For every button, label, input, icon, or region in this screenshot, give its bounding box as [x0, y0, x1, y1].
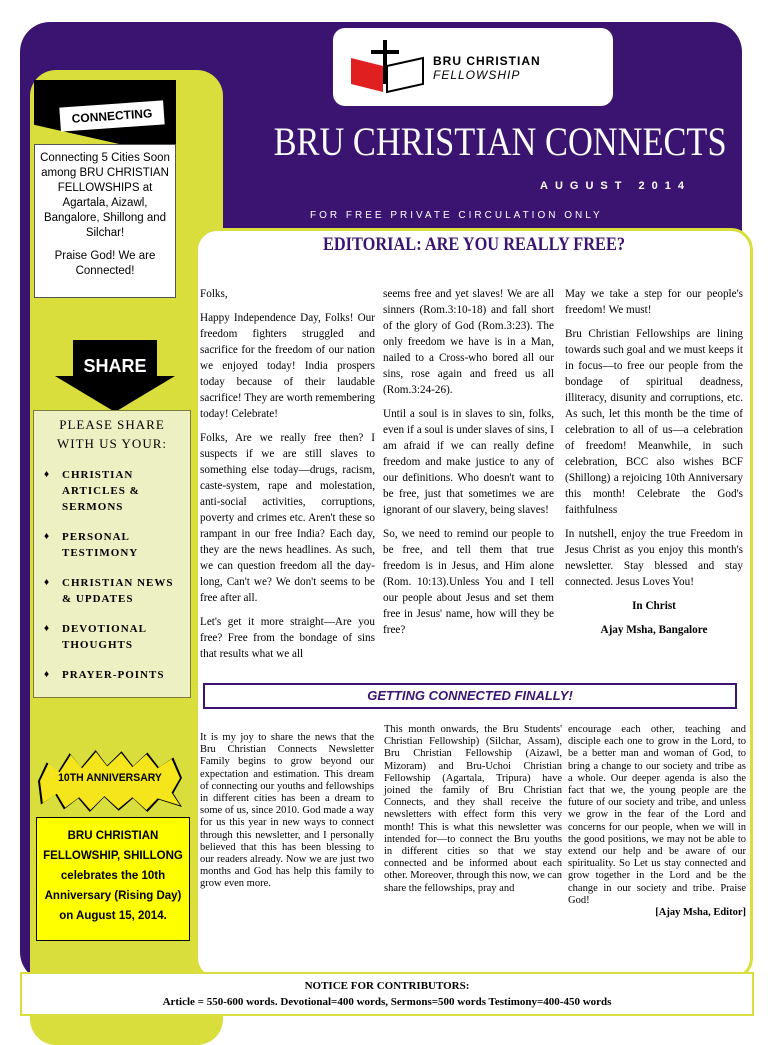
article-column-2: [384, 724, 562, 895]
article-column-3: [568, 724, 746, 919]
editorial-column-2: [383, 286, 554, 646]
circulation-note: FOR FREE PRIVATE CIRCULATION ONLY: [310, 210, 603, 221]
logo-line1: BRU CHRISTIAN: [433, 54, 541, 68]
diamond-bullet-icon: ♦: [44, 531, 51, 542]
paragraph: Until a soul is in slaves to sin, folks, even if a soul is under slaves of sins, I am afraid if we can really define freedom and make justice to any of our definitions. Who doesn't want to be free, just that sometimes we are ignorant of our slavery, being slaves!: [383, 408, 554, 516]
share-label: SHARE: [83, 356, 147, 376]
article-column-1: [200, 732, 374, 891]
editorial-title: EDITORIAL: ARE YOU REALLY FREE?: [322, 234, 626, 255]
paragraph: In nutshell, enjoy the true Freedom in Jesus Christ as you enjoy this month's newsletter. Stay blessed and stay connected. Jesus Loves You!: [565, 528, 743, 588]
newsletter-title: BRU CHRISTIAN CONNECTS: [273, 119, 727, 164]
paragraph: So, we need to remind our people to be free, and tell them that true freedom is in Jesus, and Him alone (Rom. 10:13).Unless You and I tell our people about Jesus and set them free in Jesus' name, how will they be free?: [383, 528, 554, 636]
notice-title: NOTICE FOR CONTRIBUTORS:: [304, 980, 470, 992]
share-heading: PLEASE SHARE WITH US YOUR:: [56, 417, 167, 451]
cross-book-icon: [347, 36, 431, 98]
diamond-bullet-icon: ♦: [44, 669, 51, 680]
logo: [333, 28, 613, 106]
paragraph: This month onwards, the Bru Students' Christian Fellowship) (Silchar, Assam), Bru Christian Fellowship (Aizawl, Mizoram) and Bru-Uchoi Christian Fellowship (Agartala, Tripura) have joined the family of Bru Christian Connects, and they shall receive the newsletters with effect form this very month! This is what this newsletter was intended for—to connect the Bru youths in different cities so that we stay connected and be informed about each other. Moreover, through this now, we can share the fellowships, pray and: [384, 724, 562, 894]
closing: In Christ: [632, 600, 676, 612]
share-list: [42, 467, 182, 683]
paragraph: Happy Independence Day, Folks! Our freedom fighters struggled and sacrifice for the freedom of our nation we enjoyed today! India prospers today because of their laudable sacrifice! They are worth remembering today! Celebrate!: [200, 312, 375, 420]
paragraph: Folks, Are we really free then? I suspects if we are still slaves to something else today—drugs, racism, caste-system, rape and molestation, anti-social activities, corruptions, poverty and crimes etc. Aren't these so rampant in our free India? Each day, they are the news headlines. As such, we can question freedom all the day-long, Can't we? We don't seems to be free after all.: [200, 432, 375, 604]
paragraph: Folks,: [200, 288, 228, 300]
connecting-panel: [34, 144, 176, 298]
share-panel: [33, 410, 191, 698]
paragraph: Let's get it more straight—Are you free? Free from the bondage of sins that results what we all: [200, 616, 375, 660]
list-item: ♦ CHRISTIAN NEWS & UPDATES: [44, 577, 174, 605]
paragraph: Bru Christian Fellowships are lining towards such goal and we must keeps it in focus—to free our people from the bondage of spiritual deadness, illiteracy, disunity and corruptions, etc. As such, let this month be the time of celebration to all of us—a celebration of freedom! Meanwhile, in such celebration, BCC also wishes BCF (Shillong) a rejoicing 10th Anniversary this month! Celebrate the God's faithfulness: [565, 328, 743, 516]
author: Ajay Msha, Bangalore: [600, 624, 708, 636]
anniversary-label: 10TH ANNIVERSARY: [58, 772, 162, 784]
editor-signature: [Ajay Msha, Editor]: [655, 907, 746, 919]
list-item: ♦ PRAYER-POINTS: [44, 669, 165, 681]
diamond-bullet-icon: ♦: [44, 469, 51, 480]
paragraph: encourage each other, teaching and disciple each one to grow in the Lord, to be a better man and woman of God, to bring a change to our society and tribe as a whole. Our deeper agenda is also the fact that we, the young people are the future of our society and tribe, and unless we grow in the fear of the Lord and concerns for our people, when we will in the good positions, we may not be able to extend our help and be aware of our spirituality. So Let us stay connected and grow together in the Lord and be the change in our society and tribe. Praise God!: [568, 724, 746, 906]
anniversary-box: BRU CHRISTIAN FELLOWSHIP, SHILLONG celebrates the 10th Anniversary (Rising Day) on August 15, 2014.: [36, 817, 190, 941]
list-item: ♦ CHRISTIAN ARTICLES & SERMONS: [44, 469, 140, 513]
diamond-bullet-icon: ♦: [44, 577, 51, 588]
editorial-column-1: [200, 286, 375, 670]
logo-line2: FELLOWSHIP: [433, 68, 521, 82]
list-item: ♦ DEVOTIONAL THOUGHTS: [44, 623, 147, 651]
paragraph: May we take a step for our people's freedom! We must!: [565, 288, 743, 316]
contributors-notice: [20, 972, 754, 1016]
paragraph: seems free and yet slaves! We are all sinners (Rom.3:10-18) and fall short of the glory of God (Rom.3:23). The only freedom we have is in a Man, nailed to a Cross-who bored all our sins, rose again and freed us all (Rom.3:24-26).: [383, 288, 554, 396]
list-item: ♦ PERSONAL TESTIMONY: [44, 531, 139, 559]
diamond-bullet-icon: ♦: [44, 623, 51, 634]
connecting-label: CONNECTING: [59, 100, 164, 131]
issue-date: AUGUST 2014: [540, 180, 691, 192]
paragraph: It is my joy to share the news that the Bru Christian Connects Newsletter Family begins to grow beyond our expectation and estimation. This dream of connecting our youths and fellowships in different cities has been a dream to some of us, since 2010. God made a way for us this year in new ways to connect through this newsletter, and I personally believed that this has been blessing to our readers already. Now we are just two months and God has help this family to grow even more.: [200, 732, 374, 890]
article-banner: GETTING CONNECTED FINALLY!: [203, 683, 737, 709]
notice-text: Article = 550-600 words. Devotional=400 words, Sermons=500 words Testimony=400-450 words: [162, 996, 612, 1008]
editorial-column-3: [565, 286, 743, 646]
connecting-text: Connecting 5 Cities Soon among BRU CHRISTIAN FELLOWSHIPS at Agartala, Aizawl, Bangalore, Shillong and Silchar!: [40, 152, 170, 239]
connecting-praise: Praise God! We are Connected!: [54, 250, 156, 277]
